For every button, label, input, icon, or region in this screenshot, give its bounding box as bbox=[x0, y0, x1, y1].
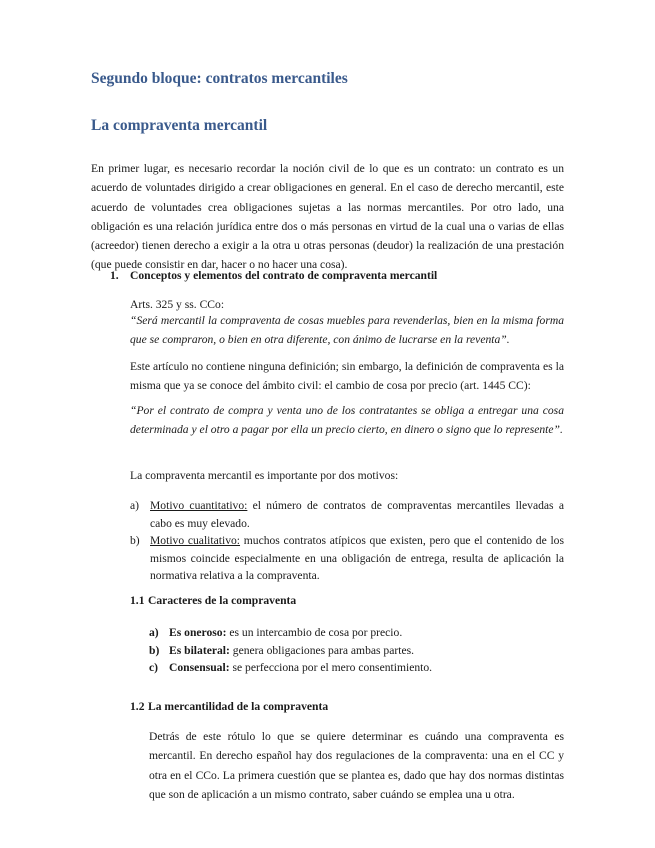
article-1445-quote: “Por el contrato de compra y venta uno de los contratantes se obliga a entregar una cosa determinada y el otro a pagar por ella un precio cierto, en dinero o signo que lo represente”. bbox=[130, 404, 564, 437]
list-item bbox=[130, 497, 564, 532]
importance-intro: La compraventa mercantil es importante por dos motivos: bbox=[130, 469, 399, 482]
subsection-title: La compraventa mercantil bbox=[91, 117, 268, 134]
list-item bbox=[149, 659, 549, 677]
section-title: Segundo bloque: contratos mercantiles bbox=[91, 70, 348, 87]
section-1-title: Conceptos y elementos del contrato de compraventa mercantil bbox=[130, 269, 438, 282]
list-marker: c) bbox=[149, 661, 159, 674]
section-1-1-title: Caracteres de la compraventa bbox=[148, 594, 297, 607]
list-item bbox=[149, 642, 549, 660]
section-1-1-heading bbox=[130, 591, 296, 610]
characteristic-text: se perfecciona por el mero consentimiento. bbox=[229, 661, 433, 674]
characteristic-text: genera obligaciones para ambas partes. bbox=[229, 643, 415, 657]
list-item bbox=[149, 624, 549, 642]
characteristic-label: Es bilateral: bbox=[169, 643, 230, 657]
list-item bbox=[130, 532, 564, 585]
list-marker: b) bbox=[149, 643, 160, 657]
articles-reference: Arts. 325 y ss. CCo: bbox=[130, 298, 225, 311]
list-marker: a) bbox=[130, 499, 140, 512]
article-325-quote: “Será mercantil la compraventa de cosas muebles para revenderlas, bien en la misma forma que se compraron, o bien en otra diferente, con ánimo de lucrarse en la reventa”. bbox=[130, 314, 564, 347]
characteristic-label: Consensual: bbox=[169, 661, 230, 674]
motive-label: Motivo cualitativo: bbox=[150, 534, 241, 547]
list-marker: b) bbox=[130, 534, 140, 547]
mercantility-paragraph: Detrás de este rótulo lo que se quiere determinar es cuándo una compraventa es mercantil. En derecho español hay dos regulaciones de la compraventa: una en el CC y otra en el CCo. La primera cuestión que se plantea es, dado que hay dos normas distintas que son de aplicación a un mismo contrato, saber cuándo se emplea una u otra. bbox=[149, 730, 564, 801]
motive-text: el número de contratos de compraventas mercantiles llevadas a cabo es muy elevado. bbox=[150, 499, 564, 530]
motives-list bbox=[130, 497, 564, 585]
motive-label: Motivo cuantitativo: bbox=[150, 499, 248, 512]
section-1-heading bbox=[110, 266, 437, 285]
section-1-1-number: 1.1 bbox=[130, 594, 145, 607]
characteristic-label: Es oneroso: bbox=[169, 626, 227, 639]
definition-paragraph: Este artículo no contiene ninguna definición; sin embargo, la definición de compraventa es la misma que ya se conoce del ámbito civil: el cambio de cosa por precio (art. 1445 CC): bbox=[130, 360, 564, 393]
section-1-2-number: 1.2 bbox=[130, 700, 145, 713]
motive-text: muchos contratos atípicos que existen, pero que el contenido de los mismos coincide especialmente en una obligación de entrega, resulta de aplicación la normativa relativa a la compraventa. bbox=[150, 534, 564, 582]
section-1-2-title: La mercantilidad de la compraventa bbox=[148, 700, 329, 713]
characteristics-list bbox=[149, 624, 549, 677]
section-1-number: 1. bbox=[110, 269, 119, 282]
characteristic-text: es un intercambio de cosa por precio. bbox=[226, 626, 403, 639]
section-1-2-heading bbox=[130, 697, 328, 716]
intro-paragraph: En primer lugar, es necesario recordar la noción civil de lo que es un contrato: un contrato es un acuerdo de voluntades dirigido a crear obligaciones en general. En el caso de derecho mercantil, este acuerdo de voluntades crea obligaciones sujetas a las normas mercantiles. Por otro lado, una obligación es una relación jurídica entre dos o más personas en virtud de la cual una o varias de ellas (acreedor) tienen derecho a exigir a la otra u otras personas (deudor) la realización de una prestación (que puede consistir en dar, hacer o no hacer una cosa). bbox=[91, 162, 564, 272]
list-marker: a) bbox=[149, 626, 159, 639]
